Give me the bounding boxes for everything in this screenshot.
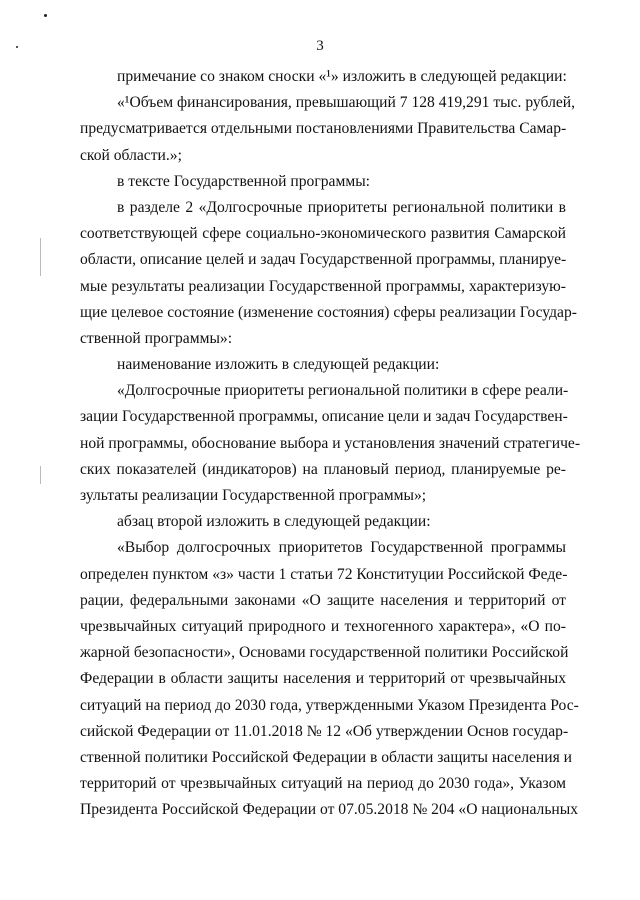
text-line: предусматривается отдельными постановлениями Правительства Самар- xyxy=(80,120,567,138)
text-line: «¹Объем финансирования, превышающий 7 128 419,291 тыс. рублей, xyxy=(117,94,576,112)
paragraph xyxy=(80,378,581,509)
text-line: мые результаты реализации Государственной программы, характеризую- xyxy=(80,277,566,295)
text-line: Федерации в области защиты населения и территорий от чрезвычайных xyxy=(80,670,566,688)
paragraph xyxy=(80,535,579,823)
text-line: абзац второй изложить в следующей редакции: xyxy=(117,513,431,531)
text-line: зультаты реализации Государственной программы»; xyxy=(80,487,427,504)
text-line: чрезвычайных ситуаций природного и техногенного характера», «О по- xyxy=(80,617,566,635)
text-line: в разделе 2 «Долгосрочные приоритеты региональной политики в xyxy=(117,198,566,216)
scan-edge-mark xyxy=(40,466,41,484)
text-line: в тексте Государственной программы: xyxy=(117,172,371,190)
text-line: ситуаций на период до 2030 года, утвержденными Указом Президента Рос- xyxy=(80,696,579,714)
text-line: «Выбор долгосрочных приоритетов Государственной программы xyxy=(117,539,566,557)
text-line: наименование изложить в следующей редакции: xyxy=(117,356,440,374)
paragraph xyxy=(80,509,566,535)
text-line: области, описание целей и задач Государственной программы, планируе- xyxy=(80,251,567,269)
paragraph xyxy=(80,64,566,90)
scan-edge-mark xyxy=(40,238,41,276)
text-line: «Долгосрочные приоритеты региональной политики в сфере реали- xyxy=(117,382,569,400)
text-line: жарной безопасности», Основами государственной политики Российской xyxy=(80,644,569,662)
text-line: Президента Российской Федерации от 07.05.2018 № 204 «О национальных xyxy=(80,801,579,819)
paragraph xyxy=(80,195,577,352)
text-line: территорий от чрезвычайных ситуаций на период до 2030 года», Указом xyxy=(80,775,566,793)
text-line: ственной программы»: xyxy=(80,329,233,347)
text-line: сийской Федерации от 11.01.2018 № 12 «Об утверждении Основ государ- xyxy=(80,722,569,740)
paragraph xyxy=(80,90,576,169)
text-line: ской области.»; xyxy=(80,146,182,164)
text-line: определен пунктом «з» части 1 статьи 72 Конституции Российской Феде- xyxy=(80,565,568,583)
text-line: примечание со знаком сноски «¹» изложить в следующей редакции: xyxy=(117,68,567,85)
text-line: зации Государственной программы, описание цели и задач Государствен- xyxy=(80,408,568,426)
text-line: щие целевое состояние (изменение состояния) сферы реализации Государ- xyxy=(80,303,577,321)
text-line: ских показателей (индикаторов) на плановый период, планируемые ре- xyxy=(80,460,566,478)
scan-speck xyxy=(44,14,47,17)
text-line: ной программы, обоснование выбора и установления значений стратегиче- xyxy=(80,434,581,452)
text-line: соответствующей сфере социально-экономического развития Самарской xyxy=(80,225,566,243)
text-line: рации, федеральными законами «О защите населения и территорий от xyxy=(80,591,566,609)
page-number: 3 xyxy=(316,38,324,54)
text-line: ственной политики Российской Федерации в области защиты населения и xyxy=(80,748,573,766)
document-body xyxy=(80,64,581,823)
paragraph xyxy=(80,352,566,378)
paragraph xyxy=(80,169,566,195)
